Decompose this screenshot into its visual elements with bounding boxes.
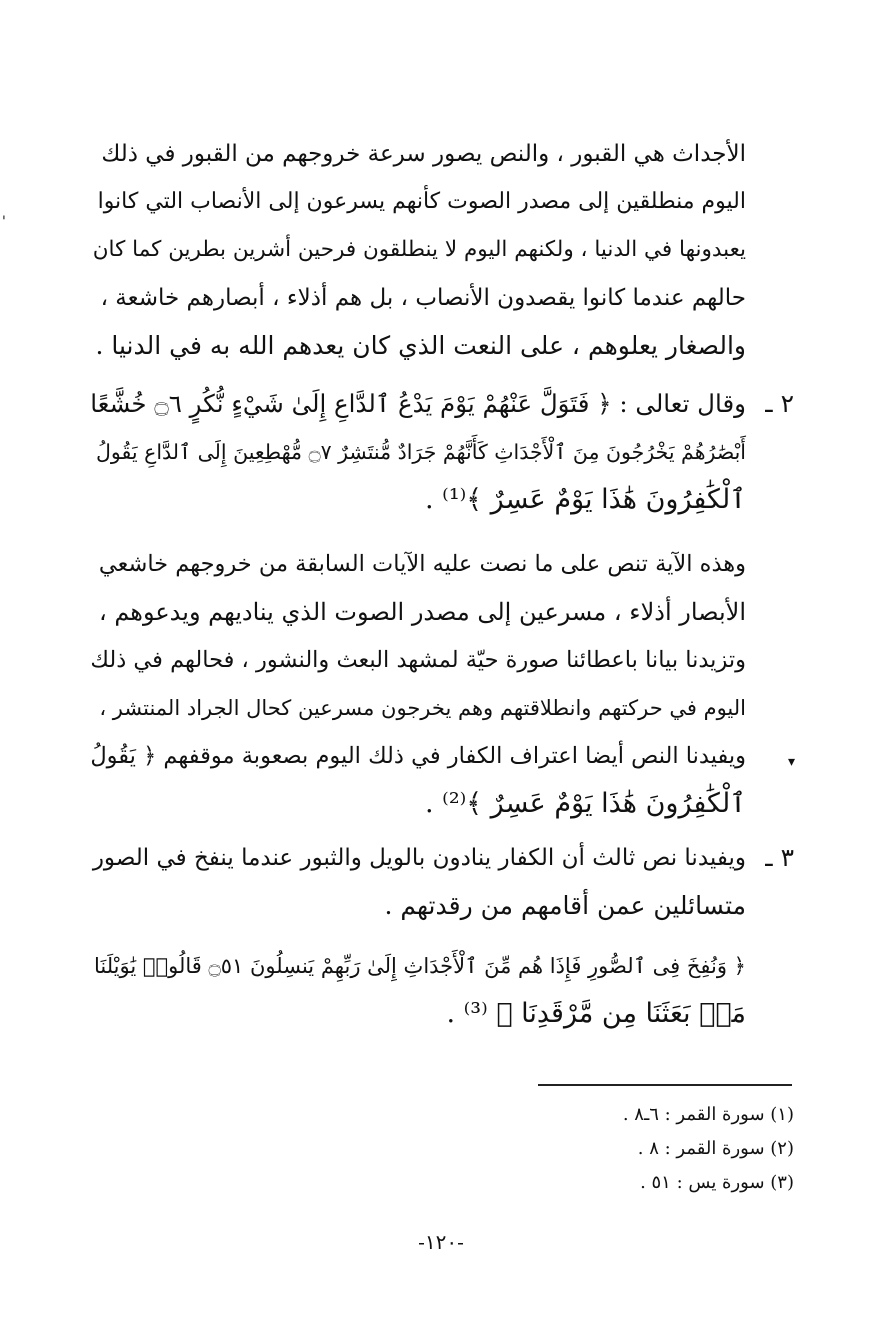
verse-line: ﴿ وَنُفِخَ فِى ٱلصُّورِ فَإِذَا هُم مِّنَ ٱلْأَجْدَاثِ إِلَىٰ رَبِّهِمْ يَنسِلُونَ ۝٥١ قَالُوا۟ يَٰوَيْلَنَا — [93, 954, 746, 978]
footnote-3: (٣) سورة يس : ٥١ . — [640, 1172, 794, 1193]
text-line: وهذه الآية تنص على ما نصت عليه الآيات السابقة من خروجهم خاشعي — [98, 551, 746, 577]
item-3-text — [90, 834, 746, 930]
text-line: ويفيدنا نص ثالث أن الكفار ينادون بالويل والثبور عندما ينفخ في الصور — [92, 845, 746, 871]
margin-mark: ▾ — [788, 754, 796, 770]
verse-line: ٱلْكَٰفِرُونَ هَٰذَا يَوْمٌ عَسِرٌ ﴾⁽¹⁾ . — [425, 484, 746, 515]
footnote-1: (١) سورة القمر : ٦ـ٨ . — [622, 1104, 794, 1125]
verse-line: وقال تعالى : ﴿ فَتَوَلَّ عَنْهُمْ يَوْمَ يَدْعُ ٱلدَّاعِ إِلَىٰ شَيْءٍ نُّكُرٍ ۝٦ خُشَّعًا — [90, 389, 746, 418]
item-2-quote — [90, 380, 746, 524]
text-line: حالهم عندما كانوا يقصدون الأنصاب ، بل هم أذلاء ، أبصارهم خاشعة ، — [100, 285, 746, 311]
text-line: الأجداث هي القبور ، والنص يصور سرعة خروجهم من القبور في ذلك — [101, 141, 746, 167]
text-line: ويفيدنا النص أيضا اعتراف الكفار في ذلك اليوم بصعوبة موقفهم ﴿ يَقُولُ — [90, 743, 746, 769]
footnote-2: (٢) سورة القمر : ٨ . — [637, 1138, 794, 1159]
text-line: اليوم منطلقين إلى مصدر الصوت كأنهم يسرعون إلى الأنصاب التي كانوا — [97, 189, 746, 214]
text-line: وتزيدنا بيانا باعطائنا صورة حيّة لمشهد البعث والنشور ، فحالهم في ذلك — [90, 647, 746, 673]
text-line: والصغار يعلوهم ، على النعت الذي كان يعدهم الله به في الدنيا . — [95, 331, 746, 360]
verse-3 — [90, 942, 746, 1038]
text-line: متسائلين عمن أقامهم من رقدتهم . — [384, 891, 746, 920]
paragraph-1 — [90, 130, 746, 370]
verse-line: ٱلْكَٰفِرُونَ هَٰذَا يَوْمٌ عَسِرٌ ﴾⁽²⁾ . — [425, 788, 746, 819]
paragraph-2 — [90, 540, 746, 828]
verse-line: أَبْصَٰرُهُمْ يَخْرُجُونَ مِنَ ٱلْأَجْدَاثِ كَأَنَّهُمْ جَرَادٌ مُّنتَشِرٌ ۝٧ مُّهْطِعِينَ إِلَى ٱلدَّاعِ يَقُولُ — [96, 440, 746, 464]
page-number: -١٢٠- — [418, 1230, 464, 1254]
item-2-number: ٢ ـ — [765, 389, 794, 418]
text-line: اليوم في حركتهم وانطلاقتهم وهم يخرجون مسرعين كحال الجراد المنتشر ، — [99, 696, 746, 720]
item-3-number: ٣ ـ — [765, 843, 794, 872]
margin-mark: ' — [2, 214, 6, 230]
text-line: الأبصار أذلاء ، مسرعين إلى مصدر الصوت الذي يناديهم ويدعوهم ، — [98, 598, 746, 626]
footnote-separator — [538, 1084, 792, 1086]
verse-line: مَنۢ بَعَثَنَا مِن مَّرْقَدِنَا ﴾ ⁽³⁾ . — [446, 998, 746, 1029]
text-line: يعبدونها في الدنيا ، ولكنهم اليوم لا ينطلقون فرحين أشرين بطرين كما كان — [92, 237, 746, 262]
